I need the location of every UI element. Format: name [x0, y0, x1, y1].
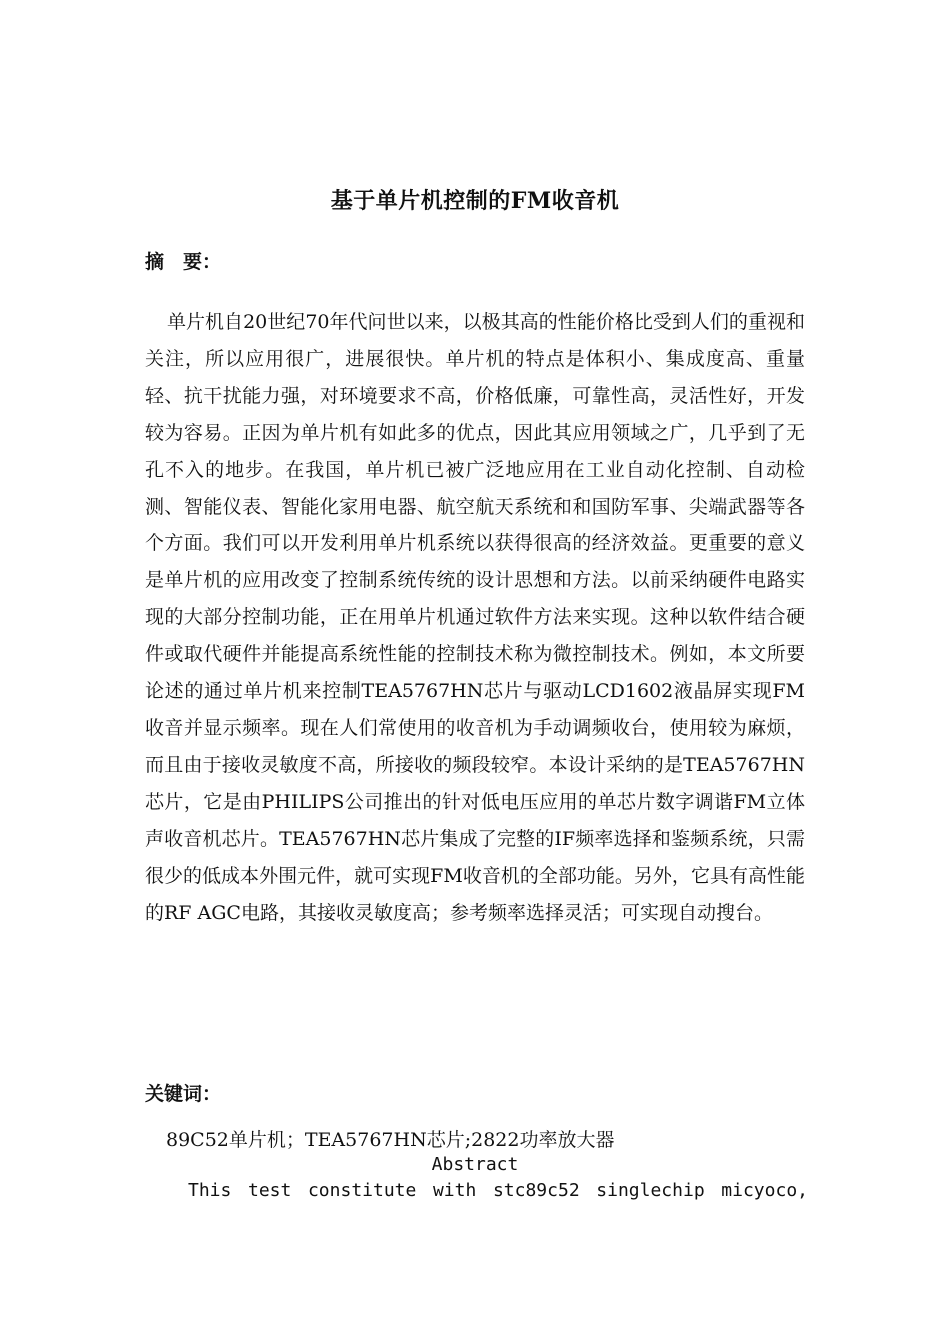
abstract-paragraph: 单片机自20世纪70年代问世以来，以极其高的性能价格比受到人们的重视和关注，所以应用很广，进展很快。单片机的特点是体积小、集成度高、重量轻、抗干扰能力强，对环境要求不高，价格低廉，可靠性高，灵活性好，开发较为容易。正因为单片机有如此多的优点，因此其应用领域之广，几乎到了无孔不入的地步。在我国，单片机已被广泛地应用在工业自动化控制、自动检测、智能仪表、智能化家用电器、航空航天系统和和国防军事、尖端武器等各个方面。我们可以开发利用单片机系统以获得很高的经济效益。更重要的意义是单片机的应用改变了控制系统传统的设计思想和方法。以前采纳硬件电路实现的大部分控制功能，正在用单片机通过软件方法来实现。这种以软件结合硬件或取代硬件并能提高系统性能的控制技术称为微控制技术。例如，本文所要论述的通过单片机来控制TEA5767HN芯片与驱动LCD1602液晶屏实现FM收音并显示频率。现在人们常使用的收音机为手动调频收台，使用较为麻烦，而且由于接收灵敏度不高，所接收的频段较窄。本设计采纳的是TEA5767HN芯片，它是由PHILIPS公司推出的针对低电压应用的单芯片数字调谐FM立体声收音机芯片。TEA5767HN芯片集成了完整的IF频率选择和鉴频系统，只需很少的低成本外围元件，就可实现FM收音机的全部功能。另外，它具有高性能的RF AGC电路，其接收灵敏度高；参考频率选择灵活；可实现自动搜台。 [145, 311, 805, 924]
document-title: 基于单片机控制的FM收音机 [330, 188, 620, 214]
abstract-label: 摘 要： [145, 251, 222, 273]
keywords-text: 89C52单片机；TEA5767HN芯片;2822功率放大器 [166, 1129, 615, 1151]
english-abstract-first-line: This test constitute with stc89c52 singlechip micyoco, [188, 1180, 808, 1201]
english-abstract-heading: Abstract [431, 1154, 519, 1175]
keywords-label: 关键词： [145, 1083, 222, 1105]
